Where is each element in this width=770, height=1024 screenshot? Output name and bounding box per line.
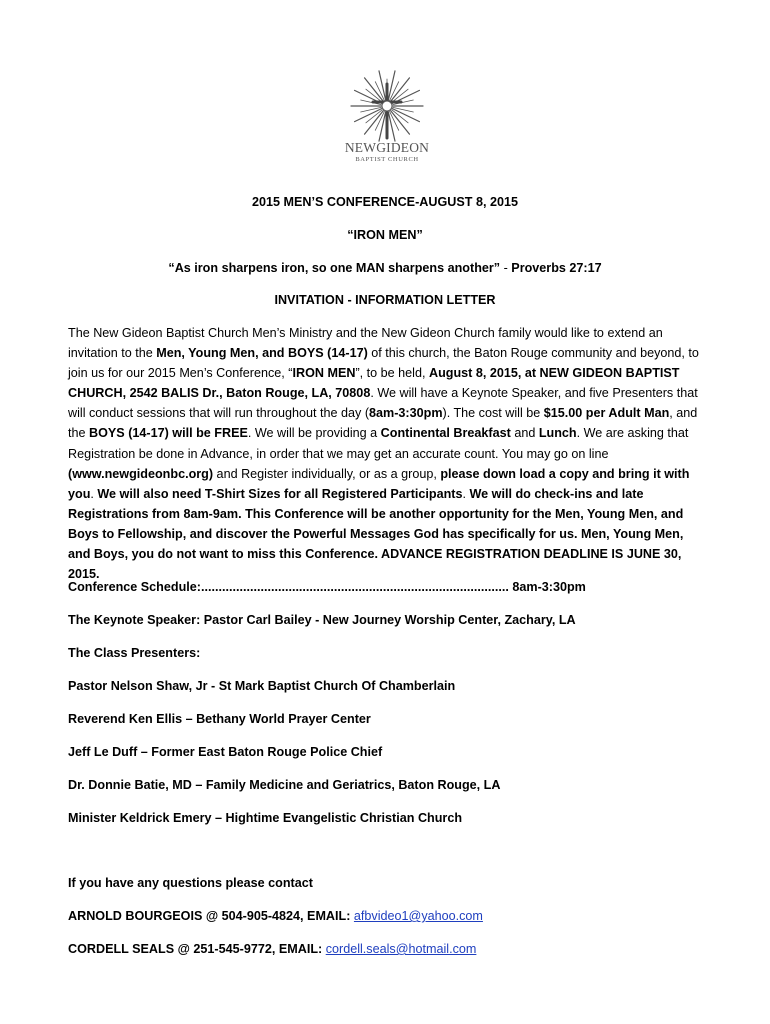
body-emphasis: (www.newgideonbc.org) (68, 466, 214, 481)
body-emphasis: August 8, 2015, at NEW GIDEON BAPTIST CHURCH, 2542 BALIS Dr., Baton Rouge, LA, 70808 (68, 366, 680, 401)
body-text: and Register individually, or as a group, (213, 466, 441, 481)
body-emphasis: Lunch (538, 426, 577, 441)
body-emphasis: please down load a copy and bring it with you (68, 466, 690, 501)
presenter-item: Jeff Le Duff – Former East Baton Rouge Police Chief (68, 745, 383, 759)
body-emphasis: Continental Breakfast (380, 426, 511, 441)
contact-cordell (68, 941, 476, 957)
scripture-verse (0, 260, 770, 276)
body-text: and (510, 426, 539, 441)
body-emphasis: IRON MEN (292, 366, 356, 381)
conference-theme: “IRON MEN” (347, 228, 423, 242)
presenter-item: Dr. Donnie Batie, MD – Family Medicine and Geriatrics, Baton Rouge, LA (68, 778, 501, 792)
body-emphasis: Men, Young Men, and BOYS (14-17) (156, 346, 368, 361)
body-emphasis: BOYS (14-17) will be FREE (89, 426, 248, 441)
verse-quote: “As iron sharpens iron, so one MAN sharpens another” (168, 261, 501, 275)
body-text: , and the (68, 406, 698, 441)
letter-type-heading: INVITATION - INFORMATION LETTER (274, 293, 496, 307)
contact-arnold-text: ARNOLD BOURGEOIS @ 504-905-4824, EMAIL: (68, 909, 354, 923)
body-text: ). The cost will be (442, 406, 544, 421)
email-link-arnold[interactable]: afbvideo1@yahoo.com (353, 909, 483, 923)
presenter-item: Pastor Nelson Shaw, Jr - St Mark Baptist Church Of Chamberlain (68, 679, 456, 693)
contact-arnold (68, 908, 483, 924)
body-text: ”, to be held, (355, 366, 429, 381)
body-emphasis: 8am-3:30pm (369, 406, 443, 421)
contact-intro: If you have any questions please contact (68, 876, 313, 890)
verse-separator: - (500, 261, 512, 275)
conference-schedule: Conference Schedule:........................................................................................ 8am-3:30pm (68, 580, 586, 594)
presenter-item: Reverend Ken Ellis – Bethany World Prayer Center (68, 712, 371, 726)
conference-title: 2015 MEN’S CONFERENCE-AUGUST 8, 2015 (252, 195, 518, 209)
presenters-heading: The Class Presenters: (68, 646, 201, 660)
body-text: The New Gideon Baptist Church Men’s Ministry and the New Gideon Church family would like to extend an invitation to the (68, 326, 663, 361)
body-text: . We will have a Keynote Speaker, and five Presenters that will conduct sessions that will run throughout the day ( (68, 386, 698, 421)
body-text: . (462, 486, 470, 501)
body-emphasis: $15.00 per Adult Man (543, 406, 670, 421)
invitation-paragraph (68, 323, 708, 584)
body-text: . We are asking that Registration be done in Advance, in order that we may get an accurate count. You may go on line (68, 426, 689, 461)
body-emphasis: We will do check-ins and late Registrations from 8am-9am. This Conference will be another opportunity for the Men, Young Men, and Boys to Fellowship, and discover the Powerful Messages God has specifically for us. Men, Young Men, and Boys, you do not want to miss this Conference. ADVANCE REGISTRATION DEADLINE IS JUNE 30, 2015. (68, 486, 684, 582)
body-text: of this church, the Baton Rouge community and beyond, to join us for our 2015 Men’s Conference, “ (68, 346, 699, 381)
body-text: . (90, 486, 98, 501)
contact-cordell-text: CORDELL SEALS @ 251-545-9772, EMAIL: (68, 942, 326, 956)
logo-church-subtitle: BAPTIST CHURCH (355, 156, 419, 163)
keynote-speaker: The Keynote Speaker: Pastor Carl Bailey - New Journey Worship Center, Zachary, LA (68, 613, 576, 627)
email-link-cordell[interactable]: cordell.seals@hotmail.com (325, 942, 477, 956)
presenter-item: Minister Keldrick Emery – Hightime Evangelistic Christian Church (68, 811, 463, 825)
body-text: . We will be providing a (247, 426, 381, 441)
body-emphasis: We will also need T-Shirt Sizes for all Registered Participants (97, 486, 463, 501)
verse-source: Proverbs 27:17 (511, 261, 602, 275)
logo-church-name: NEWGIDEON (344, 140, 430, 155)
